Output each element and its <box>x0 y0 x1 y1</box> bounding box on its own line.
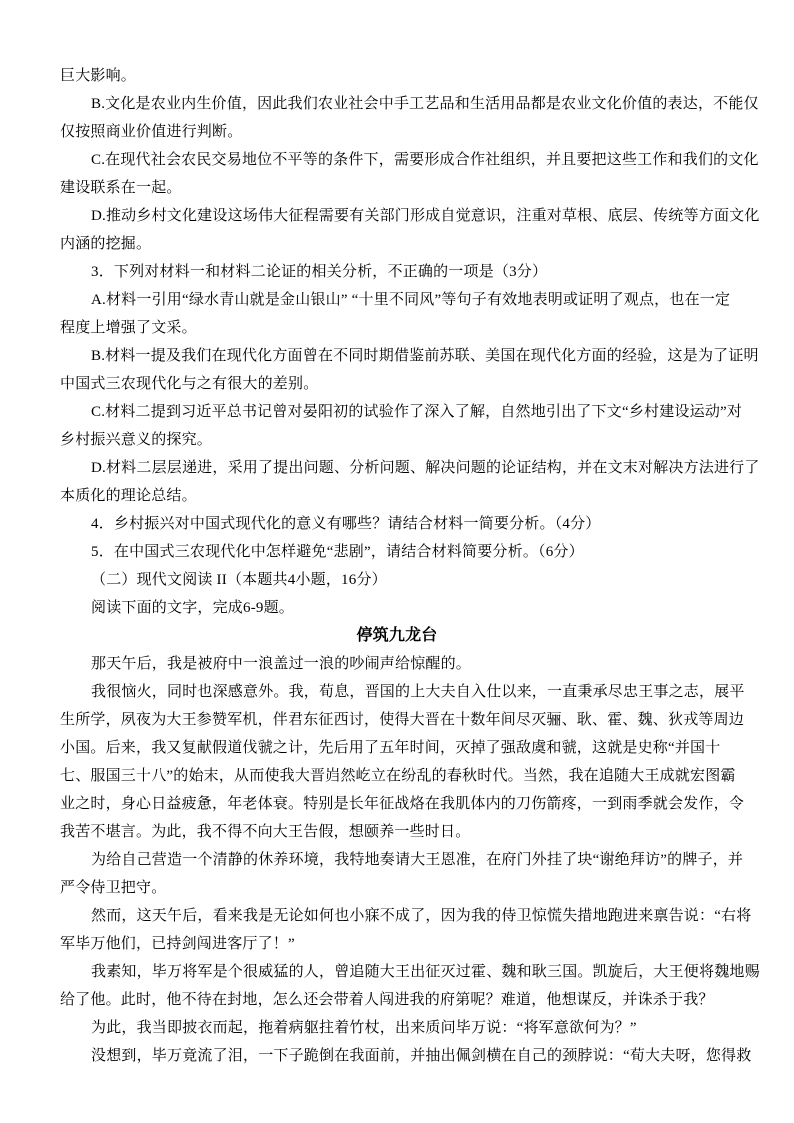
q3-option-d: D.材料二层层递进，采用了提出问题、分析问题、解决问题的论证结构，并在文末对解决方法进行了 <box>91 460 760 476</box>
passage-line: 给了他。此时，他不待在封地，怎么还会带着人闯进我的府第呢？难道，他想谋反，并诛杀于我？ <box>60 992 714 1008</box>
question-5: 5．在中国式三农现代化中怎样避免“悲剧”，请结合材料简要分析。（6分） <box>91 544 584 560</box>
passage-line: 为给自己营造一个清静的休养环境，我特地奏请大王恩准，在府门外挂了块“谢绝拜访”的牌子，并 <box>91 852 744 868</box>
option-a-continuation: 巨大影响。 <box>60 68 137 84</box>
section-heading: （二）现代文阅读 II（本题共4小题，16分） <box>91 572 387 588</box>
passage-line: 我很恼火，同时也深感意外。我，荀息，晋国的上大夫自入仕以来，一直秉承尽忠王事之志，展平 <box>91 684 745 700</box>
question-3: 3．下列对材料一和材料二论证的相关分析，不正确的一项是（3分） <box>91 264 548 280</box>
question-4: 4．乡村振兴对中国式现代化的意义有哪些？请结合材料一简要分析。（4分） <box>91 516 601 532</box>
q2-option-b-continuation: 仅按照商业价值进行判断。 <box>60 124 243 140</box>
q3-option-a: A.材料一引用“绿水青山就是金山银山” “十里不同风”等句子有效地表明或证明了观点，也在一定 <box>91 292 731 308</box>
passage-line: 严令侍卫把守。 <box>60 880 167 896</box>
passage-line: 生所学，夙夜为大王参赞军机，伴君东征西讨，使得大晋在十数年间尽灭骊、耿、霍、魏、狄戎等周边 <box>60 712 745 728</box>
passage-line: 然而，这天午后，看来我是无论如何也小寐不成了，因为我的侍卫惊慌失措地跑进来禀告说：“右将 <box>91 908 752 924</box>
q3-option-b: B.材料一提及我们在现代化方面曾在不同时期借鉴前苏联、美国在现代化方面的经验，这是为了证明 <box>91 348 759 364</box>
passage-line: 我苦不堪言。为此，我不得不向大王告假，想颐养一些时日。 <box>60 824 471 840</box>
q3-option-c: C.材料二提到习近平总书记曾对晏阳初的试验作了深入了解，自然地引出了下文“乡村建设运动”对 <box>91 404 743 420</box>
passage-line: 我素知，毕万将军是个很威猛的人，曾追随大王出征灭过霍、魏和耿三国。凯旋后，大王便将魏地赐 <box>91 964 760 980</box>
passage-line: 小国。后来，我又复献假道伐虢之计，先后用了五年时间，灭掉了强敌虞和虢，这就是史称“并国十 <box>60 740 721 756</box>
q2-option-c-continuation: 建设联系在一起。 <box>60 180 182 196</box>
q2-option-b: B.文化是农业内生价值，因此我们农业社会中手工艺品和生活用品都是农业文化价值的表达，不能仅 <box>91 96 759 112</box>
passage-line: 军毕万他们，已持剑闯进客厅了！” <box>60 936 295 952</box>
q3-option-a-continuation: 程度上增强了文采。 <box>60 320 197 336</box>
passage-line: 业之时，身心日益疲惫，年老体衰。特别是长年征战烙在我肌体内的刀伤箭疼，一到雨季就会发作，令 <box>60 796 745 812</box>
q3-option-d-continuation: 本质化的理论总结。 <box>60 488 197 504</box>
reading-instruction: 阅读下面的文字，完成6-9题。 <box>91 600 294 616</box>
passage-line: 那天午后，我是被府中一浪盖过一浪的吵闹声给惊醒的。 <box>91 656 472 672</box>
q2-option-c: C.在现代社会农民交易地位不平等的条件下，需要形成合作社组织，并且要把这些工作和我们的文化 <box>91 152 759 168</box>
q3-option-c-continuation: 乡村振兴意义的探究。 <box>60 432 213 448</box>
q2-option-d: D.推动乡村文化建设这场伟大征程需要有关部门形成自觉意识，注重对草根、底层、传统等方面文化 <box>91 208 760 224</box>
passage-line: 为此，我当即披衣而起，拖着病躯拄着竹杖，出来质问毕万说：“将军意欲何为？” <box>91 1020 637 1036</box>
document-text-block <box>60 62 760 1070</box>
q3-option-b-continuation: 中国式三农现代化与之有很大的差别。 <box>60 376 319 392</box>
q2-option-d-continuation: 内涵的挖掘。 <box>60 236 152 252</box>
passage-title: 停筑九龙台 <box>356 627 438 644</box>
passage-line: 七、服国三十八”的始末，从而使我大晋岿然屹立在纷乱的春秋时代。当然，我在追随大王成就宏图霸 <box>60 768 736 784</box>
passage-line: 没想到，毕万竟流了泪，一下子跪倒在我面前，并抽出佩剑横在自己的颈脖说：“荀大夫呀，您得救 <box>91 1048 752 1064</box>
